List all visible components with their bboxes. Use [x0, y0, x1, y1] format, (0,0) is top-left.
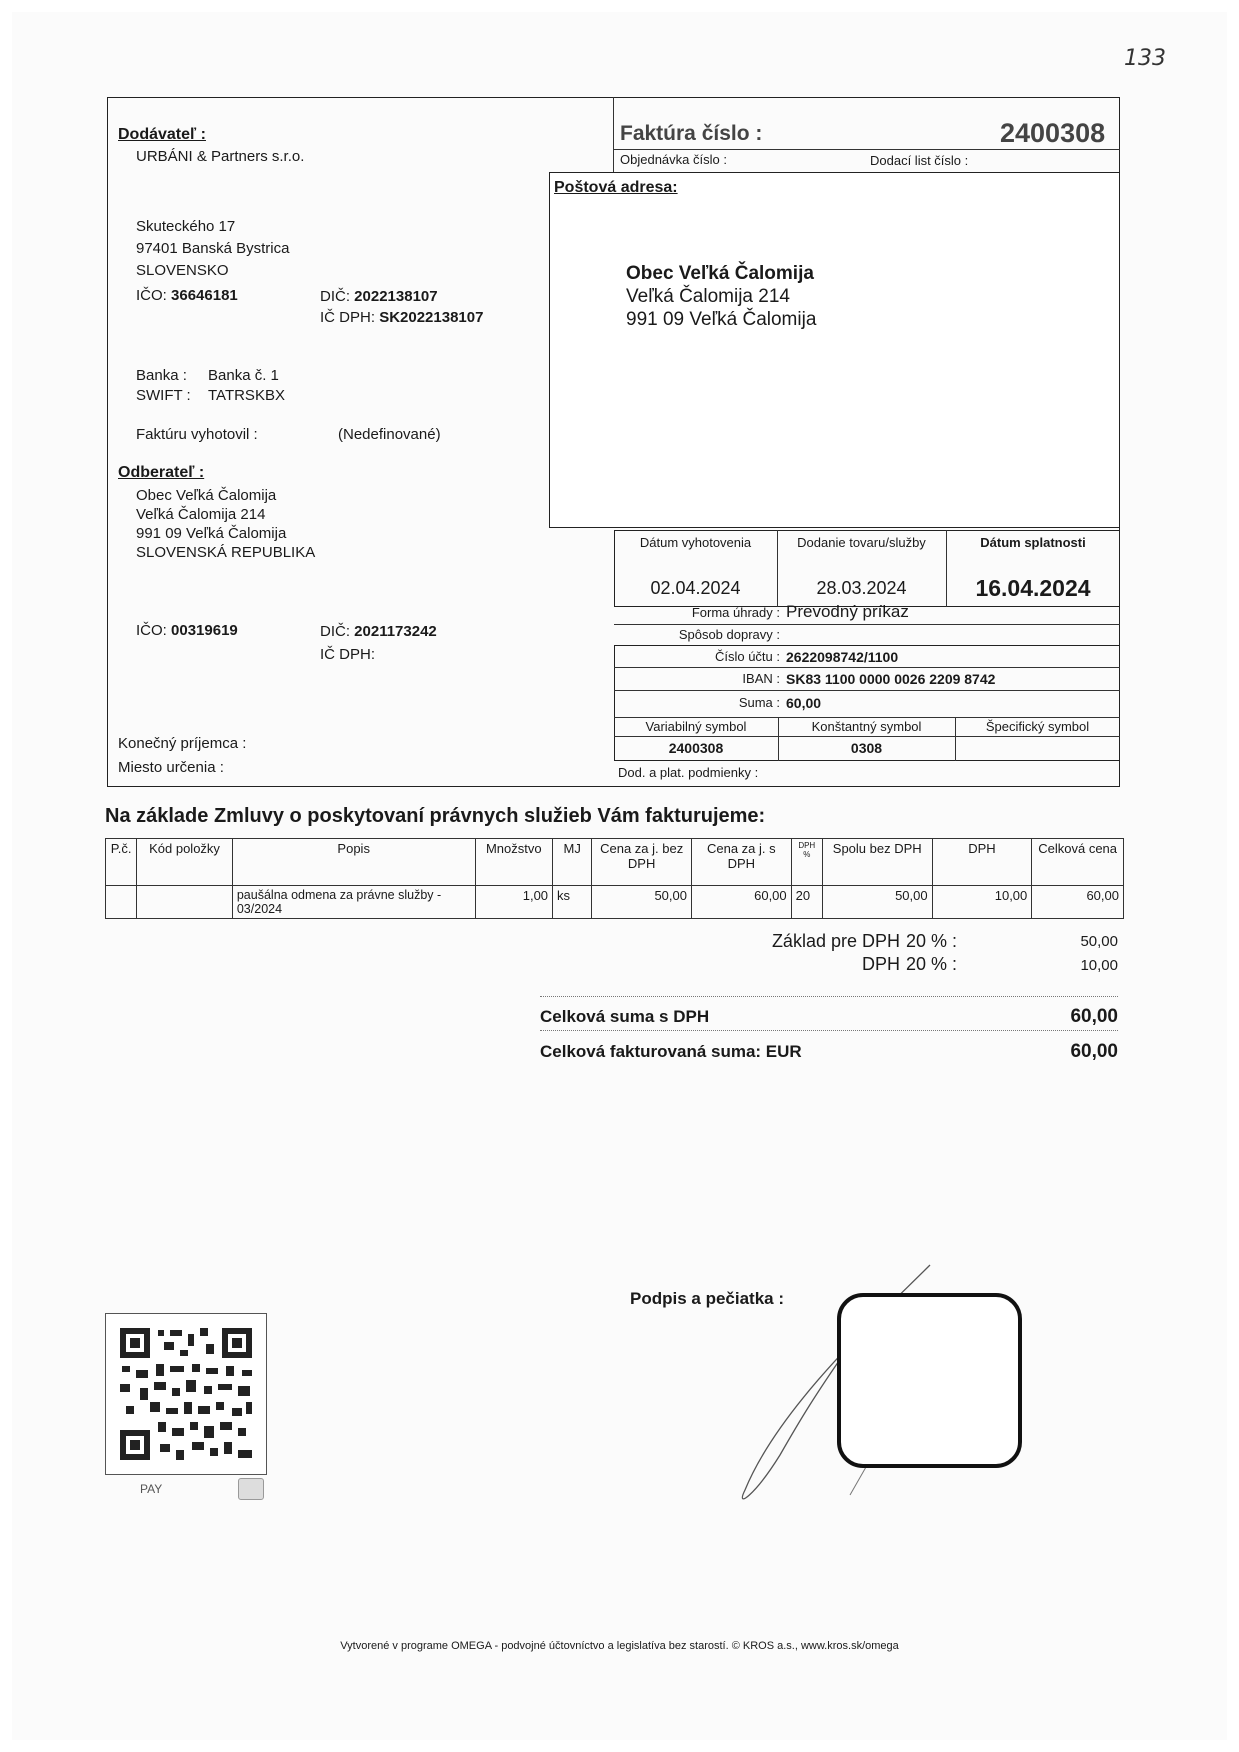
items-table	[105, 838, 1124, 919]
col-code: Kód položky	[137, 839, 233, 886]
footer-text: Vytvorené v programe OMEGA - podvojné účtovníctvo a legislatíva bez starostí. © KROS a.s., www.kros.sk/omega	[340, 1640, 899, 1652]
item-desc: paušálna odmena za právne služby - 03/2024	[232, 886, 475, 919]
vat-base-rate: 20 % :	[906, 931, 958, 951]
supplier-dic: DIČ: 2022138107	[320, 288, 438, 305]
page-mark: 133	[1124, 46, 1166, 71]
col-price-net: Cena za j. bez DPH	[592, 839, 692, 886]
vs-label: Variabilný symbol	[645, 719, 747, 734]
item-price-net: 50,00	[592, 886, 692, 919]
due-date: 16.04.2024	[975, 575, 1091, 601]
postal-address-heading: Poštová adresa:	[554, 179, 678, 196]
supplier-ico: IČO: 36646181	[136, 287, 238, 304]
col-vat: DPH	[932, 839, 1032, 886]
customer-icdph: IČ DPH:	[320, 646, 376, 663]
bank-label: Banka :	[136, 367, 187, 384]
items-header-row	[106, 839, 1124, 886]
issued-by-label: Faktúru vyhotovil :	[136, 426, 258, 443]
col-total-net: Spolu bez DPH	[822, 839, 932, 886]
ks-label: Konštantný symbol	[811, 719, 922, 734]
sum-value: 60,00	[786, 695, 822, 711]
col-unit: MJ	[553, 839, 592, 886]
vat-base-label: Základ pre DPH	[771, 931, 900, 951]
supplier-heading: Dodávateľ :	[118, 126, 206, 143]
final-recipient-label: Konečný príjemca :	[118, 735, 247, 752]
pay-logo-icon	[238, 1478, 264, 1500]
item-unit: ks	[553, 886, 592, 919]
signature-label: Podpis a pečiatka :	[630, 1289, 784, 1308]
qr-caption: PAY	[140, 1482, 163, 1496]
vs-value: 2400308	[668, 740, 724, 756]
col-price-gross: Cena za j. s DPH	[691, 839, 791, 886]
iban-label: IBAN :	[742, 671, 780, 686]
pay-by-square-qr	[105, 1313, 267, 1475]
customer-dic: DIČ: 2021173242	[320, 623, 437, 640]
total-invoiced-value: 60,00	[1070, 1041, 1118, 1062]
ss-label: Špecifický symbol	[985, 719, 1090, 734]
destination-label: Miesto určenia :	[118, 759, 224, 776]
qr-code-icon	[106, 1314, 266, 1474]
invoice-number: 2400308	[1000, 118, 1106, 148]
redaction-box	[837, 1293, 1022, 1468]
customer-ico: IČO: 00319619	[136, 622, 238, 639]
item-vat-pct: 20	[791, 886, 822, 919]
vat-label: DPH	[861, 954, 900, 974]
issue-date-label: Dátum vyhotovenia	[639, 535, 752, 550]
transport-label: Spôsob dopravy :	[678, 627, 780, 642]
vat-value: 10,00	[1080, 957, 1118, 974]
payment-form-label: Forma úhrady :	[691, 605, 780, 620]
due-date-label: Dátum splatnosti	[980, 535, 1086, 550]
payment-form: Prevodný príkaz	[786, 602, 909, 621]
customer-street: Veľká Čalomija 214	[136, 506, 266, 523]
total-vat-label: Celková suma s DPH	[540, 1007, 710, 1026]
col-pc: P.č.	[106, 839, 137, 886]
account-number: 2622098742/1100	[786, 649, 899, 665]
supplier-name: URBÁNI & Partners s.r.o.	[136, 148, 305, 165]
customer-city: 991 09 Veľká Čalomija	[136, 525, 287, 542]
total-invoiced-label: Celková fakturovaná suma: EUR	[540, 1042, 802, 1061]
account-label: Číslo účtu :	[714, 649, 780, 664]
item-total-net: 50,00	[822, 886, 932, 919]
postal-line-3: 991 09 Veľká Čalomija	[626, 309, 817, 330]
invoice-number-label: Faktúra číslo :	[620, 122, 763, 145]
intro-text: Na základe Zmluvy o poskytovaní právnych služieb Vám fakturujeme:	[105, 805, 766, 827]
delivery-date-label: Dodanie tovaru/služby	[797, 535, 926, 550]
item-total: 60,00	[1032, 886, 1124, 919]
bank-value: Banka č. 1	[208, 367, 279, 384]
ks-value: 0308	[850, 740, 883, 756]
table-row	[106, 886, 1124, 919]
customer-heading: Odberateľ :	[118, 464, 205, 481]
order-number-label: Objednávka číslo :	[620, 152, 727, 167]
supplier-street: Skuteckého 17	[136, 218, 236, 235]
customer-country: SLOVENSKÁ REPUBLIKA	[136, 544, 316, 561]
customer-name: Obec Veľká Čalomija	[136, 487, 277, 504]
col-vat-pct: DPH %	[791, 839, 822, 886]
postal-line-1: Obec Veľká Čalomija	[626, 263, 814, 284]
delivery-date: 28.03.2024	[816, 578, 907, 598]
item-qty: 1,00	[475, 886, 553, 919]
col-qty: Množstvo	[475, 839, 553, 886]
conditions-label: Dod. a plat. podmienky :	[618, 765, 759, 780]
item-vat: 10,00	[932, 886, 1032, 919]
item-price-gross: 60,00	[691, 886, 791, 919]
supplier-country: SLOVENSKO	[136, 262, 229, 279]
col-desc: Popis	[232, 839, 475, 886]
delivery-note-label: Dodací list číslo :	[870, 153, 969, 168]
postal-line-2: Veľká Čalomija 214	[626, 286, 790, 307]
item-pc	[106, 886, 137, 919]
issue-date: 02.04.2024	[650, 578, 741, 598]
item-code	[137, 886, 233, 919]
sum-label: Suma :	[738, 695, 780, 710]
vat-rate: 20 % :	[906, 954, 958, 974]
issued-by-value: (Nedefinované)	[338, 426, 441, 443]
postal-address-box	[549, 172, 1120, 528]
vat-base-value: 50,00	[1080, 933, 1118, 950]
swift-label: SWIFT :	[136, 387, 191, 404]
supplier-city: 97401 Banská Bystrica	[136, 240, 290, 257]
col-total: Celková cena	[1032, 839, 1124, 886]
total-vat-value: 60,00	[1070, 1006, 1118, 1027]
swift-value: TATRSKBX	[208, 387, 285, 404]
iban-value: SK83 1100 0000 0026 2209 8742	[786, 671, 996, 687]
supplier-icdph: IČ DPH: SK2022138107	[320, 309, 484, 326]
